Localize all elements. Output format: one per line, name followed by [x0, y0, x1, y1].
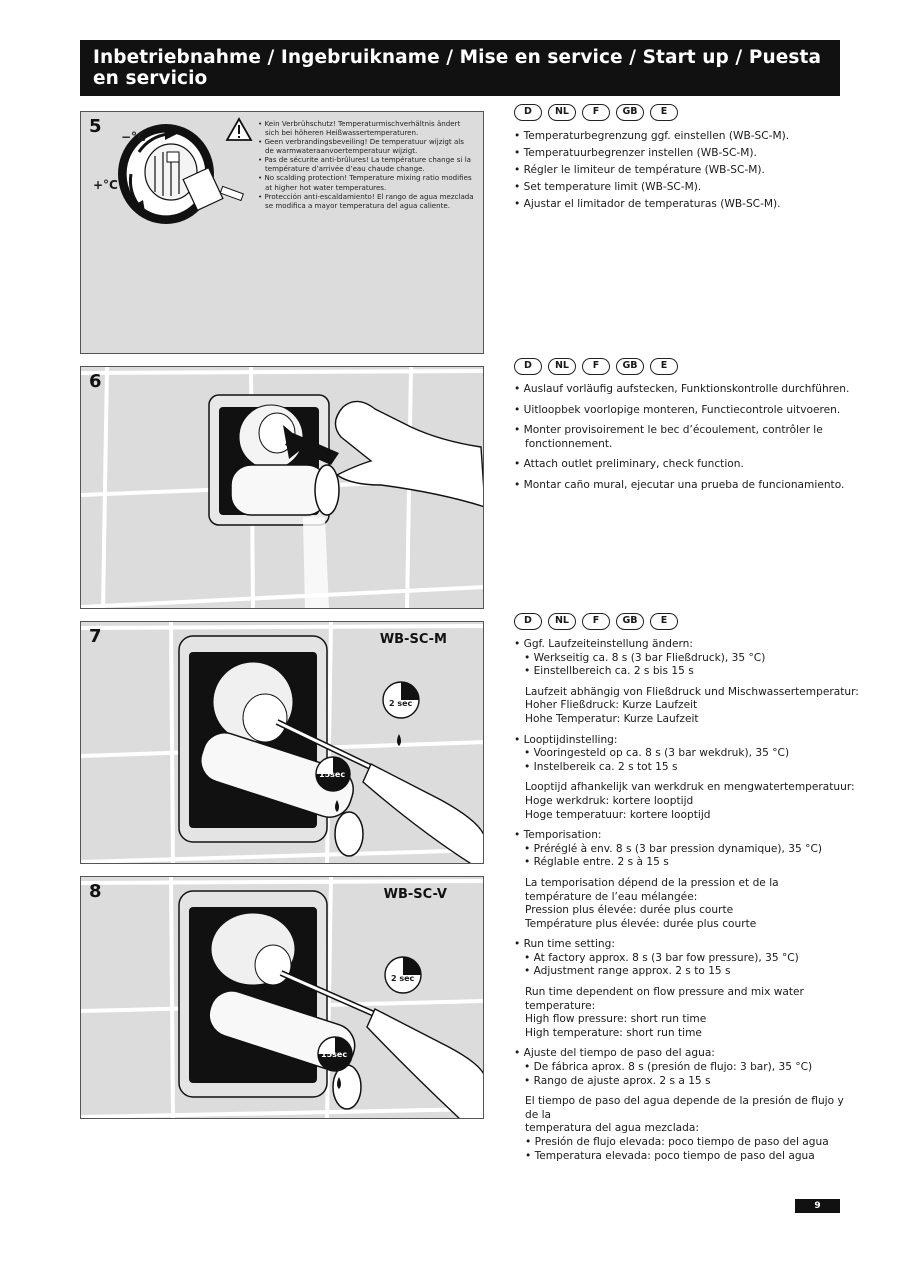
runtime-fr-sub: • Préréglé à env. 8 s (3 bar pression dynamique), 35 °C) [524, 842, 822, 855]
lang-badge-nl: NL [548, 613, 576, 630]
runtime-fr-text: La temporisation dépend de la pression et de la [525, 876, 779, 889]
step-8-illustration [80, 876, 484, 1119]
runtime-fr-text: température de l’eau mélangée: [525, 890, 698, 903]
runtime-gb-text: High flow pressure: short run time [525, 1013, 707, 1026]
instruction-fr: • Régler le limiteur de température (WB-SC-M). [514, 164, 765, 176]
lang-badge-de: D [514, 358, 542, 375]
scald-warning [258, 119, 480, 210]
warning-line: température d’arrivée d’eau chaude change. [265, 164, 425, 174]
lang-badge-de: D [514, 104, 542, 121]
instruction-es: • Montar caño mural, ejecutar una prueba de funcionamiento. [514, 478, 845, 491]
runtime-gb-text: High temperature: short run time [525, 1026, 702, 1039]
runtime-de-head: • Ggf. Laufzeiteinstellung ändern: [514, 638, 693, 650]
runtime-gb-sub: • At factory approx. 8 s (3 bar fow pressure), 35 °C) [524, 951, 799, 964]
instruction-nl: • Temperatuurbegrenzer instellen (WB-SC-M). [514, 147, 757, 159]
step-7-illustration [80, 621, 484, 864]
warning-line: • Protección anti-escaldamiento! El rango de agua mezclada [258, 191, 474, 201]
lang-badge-gb: GB [616, 613, 644, 630]
step-number: 5 [89, 116, 102, 137]
plus-temp-label: +°C [93, 178, 118, 192]
lang-badge-gb: GB [616, 104, 644, 121]
step-number: 7 [89, 626, 102, 647]
runtime-nl-text: Looptijd afhankelijk van werkdruk en mengwatertemperatuur: [525, 781, 855, 794]
minus-temp-label: −°C [121, 130, 146, 144]
step-6-illustration [80, 366, 484, 609]
lang-badge-fr: F [582, 104, 610, 121]
step-5-instructions [514, 128, 859, 213]
runtime-fr-sub: • Réglable entre. 2 s à 15 s [524, 856, 669, 869]
step-6-instructions [514, 383, 859, 493]
runtime-de-text: Hohe Temperatur: Kurze Laufzeit [525, 712, 699, 725]
page-header [80, 40, 840, 96]
runtime-fr-head: • Temporisation: [514, 829, 602, 842]
instruction-gb: • Set temperature limit (WB-SC-M). [514, 181, 702, 193]
runtime-de-text: Hoher Fließdruck: Kurze Laufzeit [525, 699, 698, 712]
runtime-gb-head: • Run time setting: [514, 938, 615, 951]
runtime-instructions [514, 638, 859, 1163]
runtime-nl-sub: • Vooringesteld op ca. 8 s (3 bar wekdruk), 35 °C) [524, 747, 790, 760]
warning-line: de warmwateraanvoertemperatuur wijzigt. [265, 146, 418, 156]
instruction-fr: • Monter provisoirement le bec d’écoulement, contrôler le fonctionnement. [514, 424, 823, 450]
lang-badge-es: E [650, 104, 678, 121]
runtime-de-sub: • Werkseitig ca. 8 s (3 bar Fließdruck), 35 °C) [524, 651, 766, 664]
runtime-gb-sub: • Adjustment range approx. 2 s to 15 s [524, 965, 731, 978]
runtime-es-text: El tiempo de paso del agua depende de la presión de flujo y de la [525, 1095, 844, 1121]
runtime-de-text: Laufzeit abhängig von Fließdruck und Mischwassertemperatur: [525, 685, 859, 698]
lang-badge-nl: NL [548, 358, 576, 375]
runtime-es-sub: • De fábrica aprox. 8 s (presión de flujo: 3 bar), 35 °C) [524, 1061, 813, 1074]
lang-badge-gb: GB [616, 358, 644, 375]
model-label: WB-SC-M [379, 632, 447, 647]
step-number: 8 [89, 881, 102, 902]
lang-badge-es: E [650, 613, 678, 630]
step-7-drawing [81, 622, 484, 864]
dial-15-sec-label: 15sec [319, 770, 346, 779]
model-label: WB-SC-V [383, 887, 447, 902]
warning-line: • Geen verbrandingsbeveiling! De temperatuur wijzigt als [258, 137, 464, 147]
warning-line: sich bei höheren Heißwassertemperaturen. [265, 128, 419, 138]
lang-badge-es: E [650, 358, 678, 375]
runtime-nl-text: Hoge temperatuur: kortere looptijd [525, 808, 711, 821]
warning-line: • Pas de sécurite anti-brûlures! La température change si la [258, 155, 472, 165]
instruction-de: • Temperaturbegrenzung ggf. einstellen (WB-SC-M). [514, 130, 790, 142]
runtime-nl-sub: • Instelbereik ca. 2 s tot 15 s [524, 760, 678, 773]
page-title: Inbetriebnahme / Ingebruikname / Mise en service / Start up / Puesta en servicio [93, 47, 822, 89]
lang-badge-fr: F [582, 613, 610, 630]
language-badges [514, 612, 678, 630]
runtime-fr-text: Température plus élevée: durée plus courte [525, 917, 757, 930]
runtime-es-head: • Ajuste del tiempo de paso del agua: [514, 1047, 715, 1060]
warning-line: • No scalding protection! Temperature mixing ratio modifies [258, 173, 472, 183]
lang-badge-fr: F [582, 358, 610, 375]
language-badges [514, 357, 678, 375]
warning-line: • Kein Verbrühschutz! Temperaturmischverhältnis ändert [258, 119, 461, 128]
runtime-nl-text: Hoge werkdruk: kortere looptijd [525, 794, 694, 807]
dial-15-sec-label: 15sec [321, 1050, 348, 1059]
instruction-gb: • Attach outlet preliminary, check function. [514, 458, 744, 471]
runtime-nl-head: • Looptijdinstelling: [514, 733, 618, 746]
runtime-es-text: • Temperatura elevada: poco tiempo de paso del agua [525, 1149, 815, 1162]
step-6-drawing [81, 367, 484, 609]
runtime-gb-text: Run time dependent on flow pressure and mix water temperature: [525, 986, 804, 1012]
instruction-de: • Auslauf vorläufig aufstecken, Funktionskontrolle durchführen. [514, 383, 850, 395]
runtime-fr-text: Pression plus élevée: durée plus courte [525, 904, 734, 917]
dial-2-sec-label: 2 sec [391, 974, 415, 983]
instruction-nl: • Uitloopbek voorlopige monteren, Functiecontrole uitvoeren. [514, 403, 841, 416]
dial-2-sec-label: 2 sec [389, 699, 413, 708]
step-number: 6 [89, 371, 102, 392]
lang-badge-nl: NL [548, 104, 576, 121]
runtime-es-text: • Presión de flujo elevada: poco tiempo de paso del agua [525, 1136, 829, 1148]
language-badges [514, 103, 678, 121]
warning-line: at higher hot water temperatures. [265, 182, 387, 192]
instruction-es: • Ajustar el limitador de temperaturas (WB-SC-M). [514, 198, 781, 210]
runtime-de-sub: • Einstellbereich ca. 2 s bis 15 s [524, 665, 694, 678]
runtime-es-text: temperatura del agua mezclada: [525, 1122, 699, 1135]
page-number: 9 [795, 1199, 840, 1213]
warning-line: se modifica a mayor temperatura del agua caliente. [265, 200, 451, 210]
runtime-es-sub: • Rango de ajuste aprox. 2 s a 15 s [524, 1074, 711, 1087]
step-8-drawing [81, 877, 484, 1119]
lang-badge-de: D [514, 613, 542, 630]
